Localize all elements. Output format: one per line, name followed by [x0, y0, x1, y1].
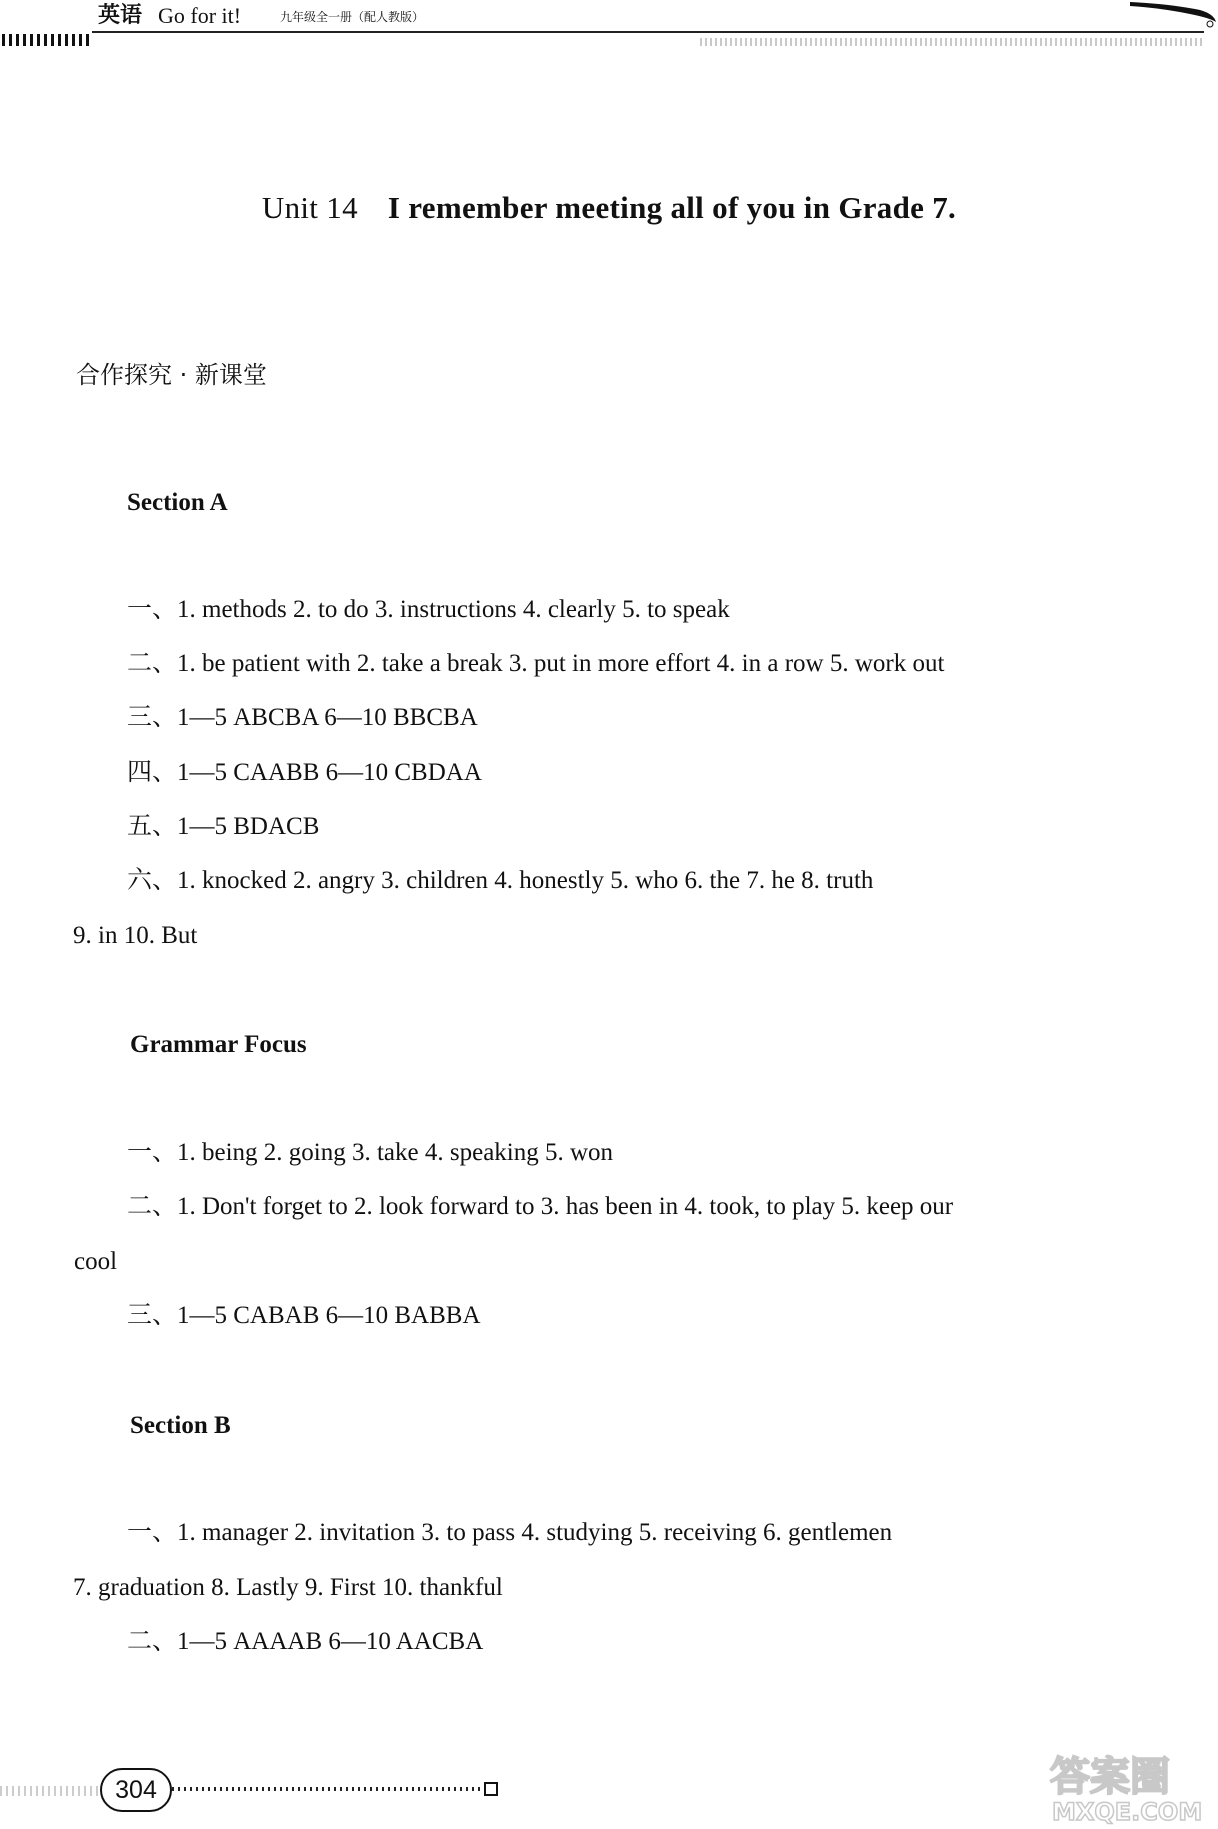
answer-line: 四、1—5 CAABB 6—10 CBDAA	[127, 759, 482, 786]
footer-dotted-rule	[172, 1787, 480, 1791]
barcode-decoration	[2, 34, 92, 46]
answer-line: cool	[74, 1248, 118, 1275]
page-number: 304	[100, 1768, 172, 1812]
watermark-logo-icon	[1046, 1748, 1216, 1826]
header-rule	[92, 31, 1204, 33]
answer-line: 六、1. knocked 2. angry 3. children 4. honestly 5. who 6. the 7. he 8. truth	[127, 867, 874, 894]
unit-title	[0, 188, 1218, 228]
footer-square-icon	[484, 1782, 498, 1796]
swoosh-decoration-icon	[1130, 0, 1218, 30]
header-subject: 英语	[98, 3, 143, 28]
answer-line: 二、1. Don't forget to 2. look forward to 3. has been in 4. took, to play 5. keep our	[127, 1193, 954, 1220]
answer-line: 五、1—5 BDACB	[127, 813, 320, 840]
section-heading-section-a: Section A	[127, 489, 228, 516]
answer-line: 9. in 10. But	[73, 922, 198, 949]
answer-line: 一、1. being 2. going 3. take 4. speaking 5. won	[127, 1139, 614, 1166]
section-heading-section-b: Section B	[130, 1412, 231, 1439]
header-series: Go for it!	[158, 3, 242, 28]
svg-text:答案圈: 答案圈	[1050, 1754, 1170, 1800]
header-grade: 九年级全一册（配人教版）	[280, 10, 425, 24]
svg-text:MXQE.COM: MXQE.COM	[1052, 1798, 1203, 1826]
unit-number: Unit 14	[261, 190, 358, 225]
answer-line: 三、1—5 CABAB 6—10 BABBA	[127, 1302, 481, 1329]
answer-line: 二、1—5 AAAAB 6—10 AACBA	[127, 1628, 484, 1655]
answer-line: 一、1. manager 2. invitation 3. to pass 4. studying 5. receiving 6. gentlemen	[127, 1519, 893, 1546]
page-header	[0, 0, 1218, 48]
answer-line: 二、1. be patient with 2. take a break 3. put in more effort 4. in a row 5. work out	[127, 650, 945, 677]
answer-line: 7. graduation 8. Lastly 9. First 10. thankful	[73, 1574, 503, 1601]
unit-title-text: I remember meeting all of you in Grade 7.	[387, 190, 957, 225]
part-title: 合作探究 · 新课堂	[76, 361, 267, 389]
footer-texture	[0, 1786, 100, 1796]
header-texture	[700, 38, 1204, 46]
answer-line: 三、1—5 ABCBA 6—10 BBCBA	[127, 704, 478, 731]
answer-line: 一、1. methods 2. to do 3. instructions 4. clearly 5. to speak	[127, 596, 730, 623]
section-heading-grammar-focus: Grammar Focus	[130, 1031, 307, 1058]
